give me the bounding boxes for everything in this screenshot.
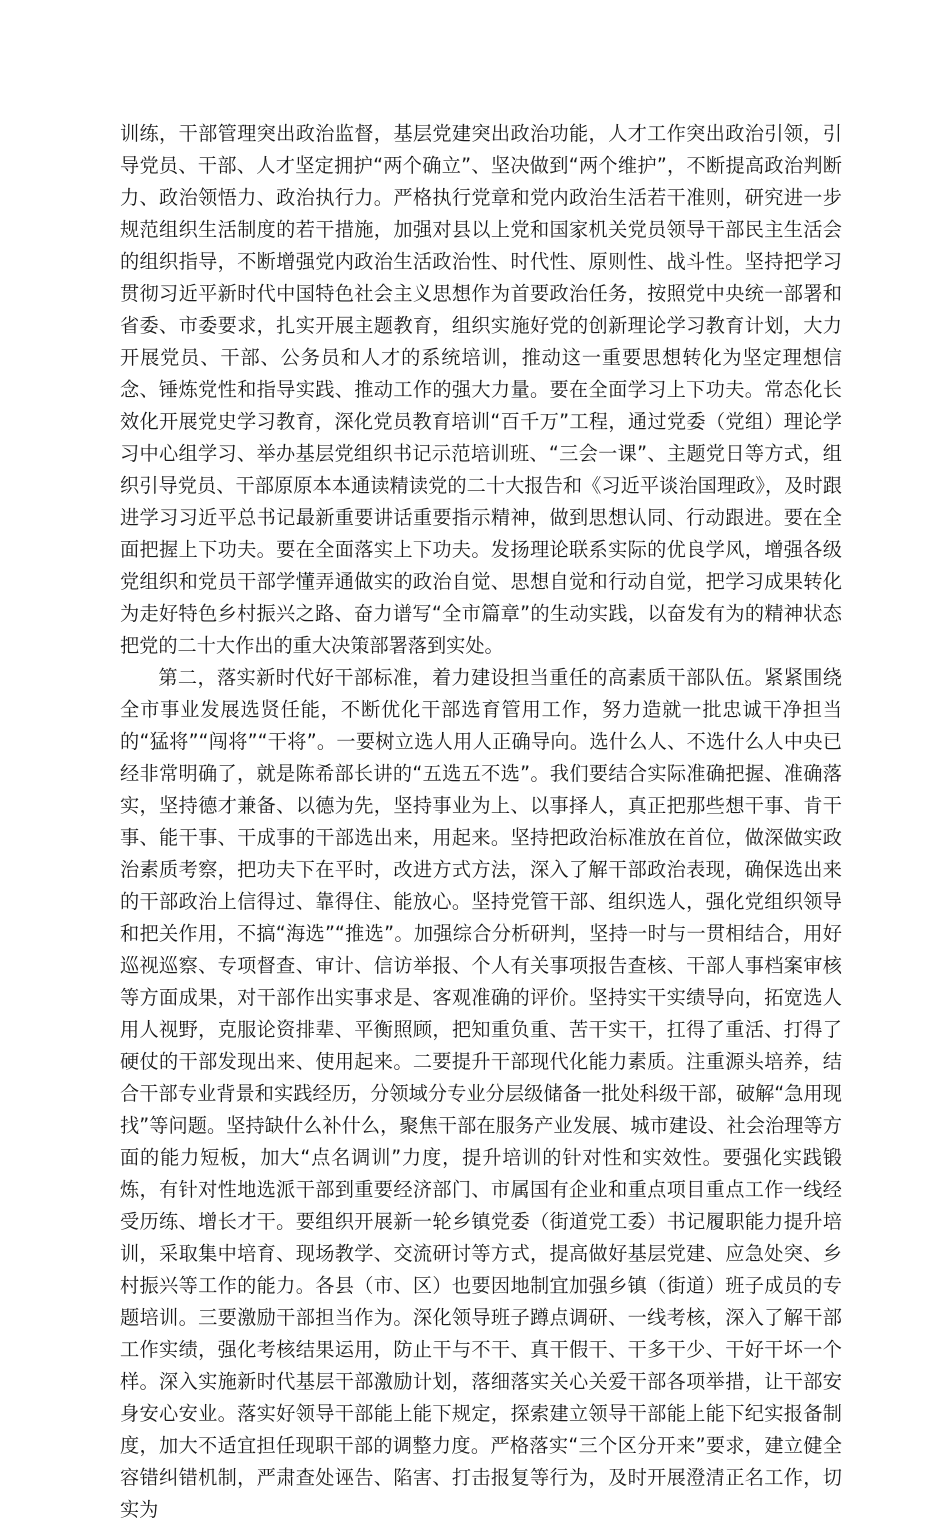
document-page bbox=[120, 118, 842, 1526]
body-paragraph-2: 第二，落实新时代好干部标准，着力建设担当重任的高素质干部队伍。紧紧围绕全市事业发展选贤任能，不断优化干部选育管用工作，努力造就一批忠诚干净担当的“猛将”“闯将”“干将”。一要树立选人用人正确导向。选什么人、不选什么人中央已经非常明确了，就是陈希部长讲的“五选五不选”。我们要结合实际准确把握、准确落实，坚持德才兼备、以德为先，坚持事业为上、以事择人，真正把那些想干事、肯干事、能干事、干成事的干部选出来，用起来。坚持把政治标准放在首位，做深做实政治素质考察，把功夫下在平时，改进方式方法，深入了解干部政治表现，确保选出来的干部政治上信得过、靠得住、能放心。坚持党管干部、组织选人，强化党组织领导和把关作用，不搞“海选”“推选”。加强综合分析研判，坚持一时与一贯相结合，用好巡视巡察、专项督查、审计、信访举报、个人有关事项报告查核、干部人事档案审核等方面成果，对干部作出实事求是、客观准确的评价。坚持实干实绩导向，拓宽选人用人视野，克服论资排辈、平衡照顾，把知重负重、苦干实干，扛得了重活、打得了硬仗的干部发现出来、使用起来。二要提升干部现代化能力素质。注重源头培养，结合干部专业背景和实践经历，分领域分专业分层级储备一批处科级干部，破解“急用现找”等问题。坚持缺什么补什么，聚焦干部在服务产业发展、城市建设、社会治理等方面的能力短板，加大“点名调训”力度，提升培训的针对性和实效性。要强化实践锻炼，有针对性地选派干部到重要经济部门、市属国有企业和重点项目重点工作一线经受历练、增长才干。要组织开展新一轮乡镇党委（街道党工委）书记履职能力提升培训，采取集中培育、现场教学、交流研讨等方式，提高做好基层党建、应急处突、乡村振兴等工作的能力。各县（市、区）也要因地制宜加强乡镇（街道）班子成员的专题培训。三要激励干部担当作为。深化领导班子蹲点调研、一线考核，深入了解干部工作实绩，强化考核结果运用，防止干与不干、真干假干、干多干少、干好干坏一个样。深入实施新时代基层干部激励计划，落细落实关心关爱干部各项举措，让干部安身安心安业。落实好领导干部能上能下规定，探索建立领导干部能上能下纪实报备制度，加大不适宜担任现职干部的调整力度。严格落实“三个区分开来”要求，建立健全容错纠错机制，严肃查处诬告、陷害、打击报复等行为，及时开展澄清正名工作，切实为 bbox=[120, 666, 842, 1521]
body-paragraph-1: 训练，干部管理突出政治监督，基层党建突出政治功能，人才工作突出政治引领，引导党员、干部、人才坚定拥护“两个确立”、坚决做到“两个维护”，不断提高政治判断力、政治领悟力、政治执行力。严格执行党章和党内政治生活若干准则，研究进一步规范组织生活制度的若干措施，加强对县以上党和国家机关党员领导干部民主生活会的组织指导，不断增强党内政治生活政治性、时代性、原则性、战斗性。坚持把学习贯彻习近平新时代中国特色社会主义思想作为首要政治任务，按照党中央统一部署和省委、市委要求，扎实开展主题教育，组织实施好党的创新理论学习教育计划，大力开展党员、干部、公务员和人才的系统培训，推动这一重要思想转化为坚定理想信念、锤炼党性和指导实践、推动工作的强大力量。要在全面学习上下功夫。常态化长效化开展党史学习教育，深化党员教育培训“百千万”工程，通过党委（党组）理论学习中心组学习、举办基层党组织书记示范培训班、“三会一课”、主题党日等方式，组织引导党员、干部原原本本通读精读党的二十大报告和《习近平谈治国理政》，及时跟进学习习近平总书记最新重要讲话重要指示精神，做到思想认同、行动跟进。要在全面把握上下功夫。要在全面落实上下功夫。发扬理论联系实际的优良学风，增强各级党组织和党员干部学懂弄通做实的政治自觉、思想自觉和行动自觉，把学习成果转化为走好特色乡村振兴之路、奋力谱写“全市篇章”的生动实践，以奋发有为的精神状态把党的二十大作出的重大决策部署落到实处。 bbox=[120, 122, 842, 657]
